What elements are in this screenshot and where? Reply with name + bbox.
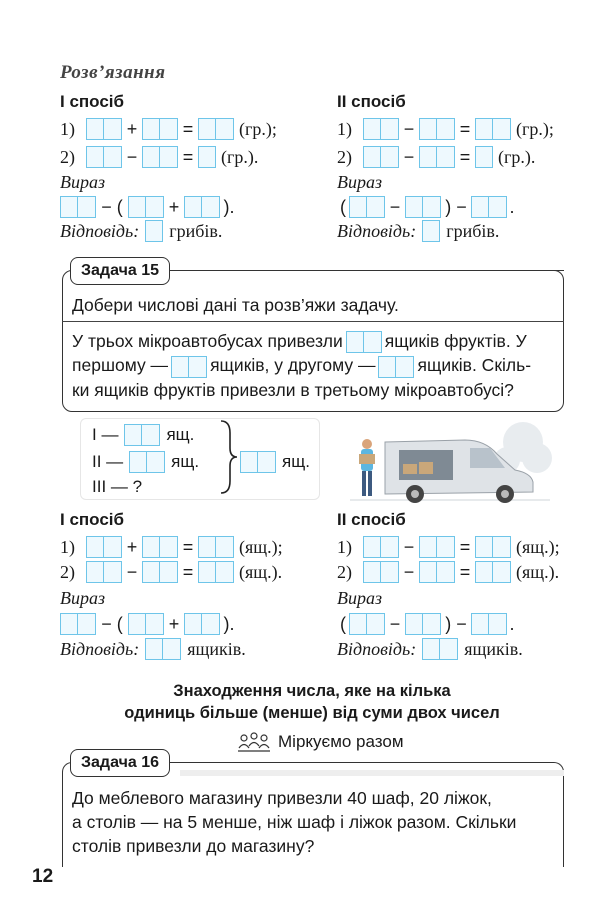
tab-line: [180, 270, 564, 271]
answer-cell[interactable]: [419, 536, 455, 558]
answer-cell[interactable]: [198, 118, 234, 140]
task16-text: До меблевого магазину привезли 40 шаф, 20 ліжок, а столів — на 5 менше, ніж шаф і ліжок разом. Скільки столів привезли до магазину?: [72, 788, 517, 856]
answer-cell[interactable]: [184, 196, 220, 218]
t15-m1-expr-label: Вираз: [60, 588, 106, 608]
task15-instruction: Добери числові дані та розв’яжи задачу.: [72, 295, 399, 315]
t15-m2-expr-label: Вираз: [337, 588, 383, 608]
answer-cell[interactable]: [142, 146, 178, 168]
answer-cell[interactable]: [145, 220, 163, 242]
answer-cell[interactable]: [198, 561, 234, 583]
t15-m2-line2: 2) − = (ящ.).: [337, 561, 560, 582]
answer-cell[interactable]: [419, 118, 455, 140]
scheme-row-1: І — ящ.: [92, 425, 195, 444]
answer-cell[interactable]: [142, 561, 178, 583]
answer-cell[interactable]: [60, 613, 96, 635]
t14-m1-answer: Відповідь: грибів.: [60, 220, 223, 241]
task15-problem: У трьох мікроавтобусах привезли ящиків фруктів. У першому — ящиків, у другому — ящиків. Скіль- ки ящиків фруктів привезли в третьому мікроавтобусі?: [72, 331, 532, 400]
task15-tab: Задача 15: [70, 257, 170, 285]
t15-m1-answer: Відповідь: ящиків.: [60, 638, 246, 659]
t15-method2-title: ІІ спосіб: [337, 510, 406, 529]
answer-cell[interactable]: [198, 536, 234, 558]
t14-m1-expr: − ( + ).: [60, 195, 238, 219]
t15-m1-line2: 2) − = (ящ.).: [60, 561, 283, 582]
t15-m2-line1: 1) − = (ящ.);: [337, 536, 560, 557]
section-heading: Знаходження числа, яке на кілька одиниць більше (менше) від суми двох чисел: [124, 682, 500, 722]
t15-m2-expr: ( − ) − .: [340, 613, 515, 634]
t14-m1-expr-label: Вираз: [60, 172, 106, 192]
answer-cell[interactable]: [349, 613, 385, 635]
t15-method1-title: І спосіб: [60, 510, 125, 529]
method2-title: ІІ спосіб: [337, 92, 406, 111]
answer-cell[interactable]: [378, 356, 414, 378]
group-discussion-icon: [236, 730, 272, 754]
answer-cell[interactable]: [363, 118, 399, 140]
answer-cell[interactable]: [171, 356, 207, 378]
t15-m2-answer: Відповідь: ящиків.: [337, 638, 523, 659]
answer-cell[interactable]: [475, 146, 493, 168]
answer-cell[interactable]: [129, 451, 165, 473]
answer-cell[interactable]: [363, 536, 399, 558]
method1-title: І спосіб: [60, 92, 125, 111]
answer-cell[interactable]: [349, 196, 385, 218]
answer-cell[interactable]: [86, 561, 122, 583]
answer-cell[interactable]: [184, 613, 220, 635]
t14-m2-answer: Відповідь: грибів.: [337, 220, 500, 241]
answer-cell[interactable]: [86, 536, 122, 558]
t14-m1-line1: 1) + = (гр.);: [60, 118, 277, 139]
task16-tab: Задача 16: [70, 749, 170, 777]
solution-title: Розв’язання: [60, 62, 166, 83]
brace-icon: [218, 418, 240, 496]
t14-m1-line2: 2) − = (гр.).: [60, 146, 259, 167]
think-together: Міркуємо разом: [236, 730, 404, 754]
answer-cell[interactable]: [128, 613, 164, 635]
answer-cell[interactable]: [86, 118, 122, 140]
task15-divider: [62, 321, 564, 322]
answer-cell[interactable]: [363, 561, 399, 583]
answer-cell[interactable]: [128, 196, 164, 218]
answer-cell[interactable]: [198, 146, 216, 168]
answer-cell[interactable]: [363, 146, 399, 168]
van-illustration-icon: [345, 418, 555, 508]
answer-cell[interactable]: [405, 613, 441, 635]
task16-shade: [180, 770, 564, 776]
answer-cell[interactable]: [422, 638, 458, 660]
answer-cell[interactable]: [471, 196, 507, 218]
answer-cell[interactable]: [145, 638, 181, 660]
scheme-row-3: ІІІ — ?: [92, 477, 143, 496]
answer-cell[interactable]: [419, 146, 455, 168]
answer-cell[interactable]: [240, 451, 276, 473]
t15-m1-expr: − ( + ).: [60, 612, 238, 636]
answer-cell[interactable]: [142, 536, 178, 558]
answer-cell[interactable]: [60, 196, 96, 218]
t15-m1-line1: 1) + = (ящ.);: [60, 536, 283, 557]
answer-cell[interactable]: [419, 561, 455, 583]
t14-m2-line1: 1) − = (гр.);: [337, 118, 554, 139]
answer-cell[interactable]: [471, 613, 507, 635]
t14-m2-expr-label: Вираз: [337, 172, 383, 192]
answer-cell[interactable]: [142, 118, 178, 140]
answer-cell[interactable]: [405, 196, 441, 218]
scheme-row-2: ІІ — ящ.: [92, 452, 200, 471]
answer-cell[interactable]: [86, 146, 122, 168]
answer-cell[interactable]: [475, 536, 511, 558]
t14-m2-line2: 2) − = (гр.).: [337, 146, 536, 167]
answer-cell[interactable]: [422, 220, 440, 242]
answer-cell[interactable]: [346, 331, 382, 353]
t14-m2-expr: ( − ) − .: [340, 196, 515, 217]
answer-cell[interactable]: [475, 118, 511, 140]
answer-cell[interactable]: [124, 424, 160, 446]
page-number: 12: [32, 866, 54, 887]
scheme-total: ящ.: [240, 450, 310, 474]
answer-cell[interactable]: [475, 561, 511, 583]
